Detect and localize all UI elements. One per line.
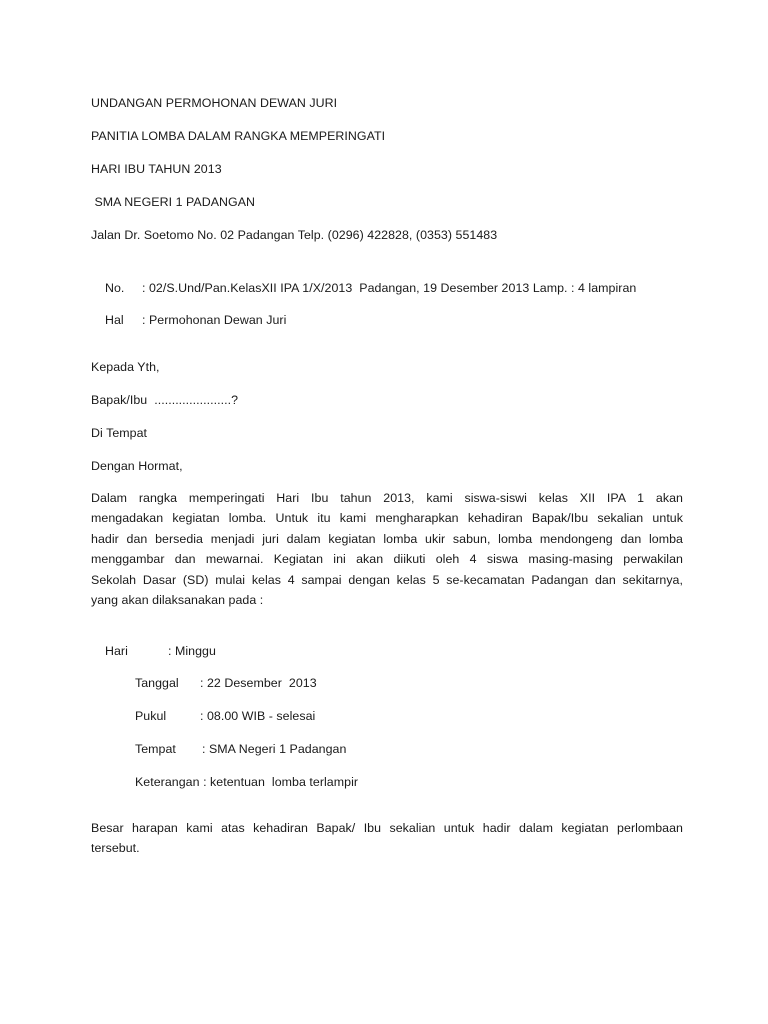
body-line: Dalam rangka memperingati Hari Ibu tahun 2013, kami siswa-siswi kelas XII IPA 1 akan <box>91 491 683 505</box>
recipient-place: Di Tempat <box>91 426 148 440</box>
address-line: Jalan Dr. Soetomo No. 02 Padangan Telp. (0296) 422828, (0353) 551483 <box>91 228 498 242</box>
letter-title: UNDANGAN PERMOHONAN DEWAN JURI <box>91 96 338 110</box>
body-line: Sekolah Dasar (SD) mulai kelas 4 sampai dengan kelas 5 se-kecamatan Padangan dan sekitarnya, <box>91 572 683 587</box>
schedule-note-row <box>121 752 358 812</box>
day-label: Hari <box>104 644 128 658</box>
note-value: : ketentuan lomba terlampir <box>203 775 359 789</box>
time-value: : 08.00 WIB - selesai <box>199 709 316 723</box>
body-line: yang akan dilaksanakan pada : <box>91 593 264 608</box>
closing-line: Besar harapan kami atas kehadiran Bapak/ Ibu sekalian untuk hadir dalam kegiatan perlombaan <box>91 821 683 835</box>
committee-line: PANITIA LOMBA DALAM RANGKA MEMPERINGATI <box>91 129 386 143</box>
body-line: menggambar dan mewarnai. Kegiatan ini akan diikuti oleh 4 siswa masing-masing perwakilan <box>91 552 683 567</box>
subject-label: Hal <box>104 313 124 327</box>
subject-value: : Permohonan Dewan Juri <box>141 313 287 327</box>
letter-number-label: No. <box>104 281 125 295</box>
recipient-name: Bapak/Ibu ......................? <box>91 393 239 407</box>
letter-number-value: : 02/S.Und/Pan.KelasXII IPA 1/X/2013 Padangan, 19 Desember 2013 Lamp. : 4 lampiran <box>141 281 637 295</box>
recipient-to: Kepada Yth, <box>91 360 160 374</box>
note-label: Keterangan <box>134 775 200 789</box>
event-line: HARI IBU TAHUN 2013 <box>91 162 222 176</box>
date-label: Tanggal <box>134 676 179 690</box>
greeting: Dengan Hormat, <box>91 459 183 473</box>
subject-row <box>91 290 286 350</box>
place-label: Tempat <box>134 742 176 756</box>
body-paragraph <box>91 488 683 610</box>
school-line: SMA NEGERI 1 PADANGAN <box>91 195 256 209</box>
place-value: : SMA Negeri 1 Padangan <box>201 742 347 756</box>
time-label: Pukul <box>134 709 167 723</box>
date-value: : 22 Desember 2013 <box>199 676 317 690</box>
closing-paragraph <box>91 818 683 859</box>
day-value: : Minggu <box>167 644 216 658</box>
closing-line: tersebut. <box>91 841 140 856</box>
body-line: mengadakan kegiatan lomba. Untuk itu kami mengharapkan kehadiran Bapak/Ibu sekalian untuk <box>91 511 683 526</box>
body-line: hadir dan bersedia menjadi juri dalam kegiatan lomba ukir sabun, lomba mendongeng dan lomba <box>91 531 683 546</box>
